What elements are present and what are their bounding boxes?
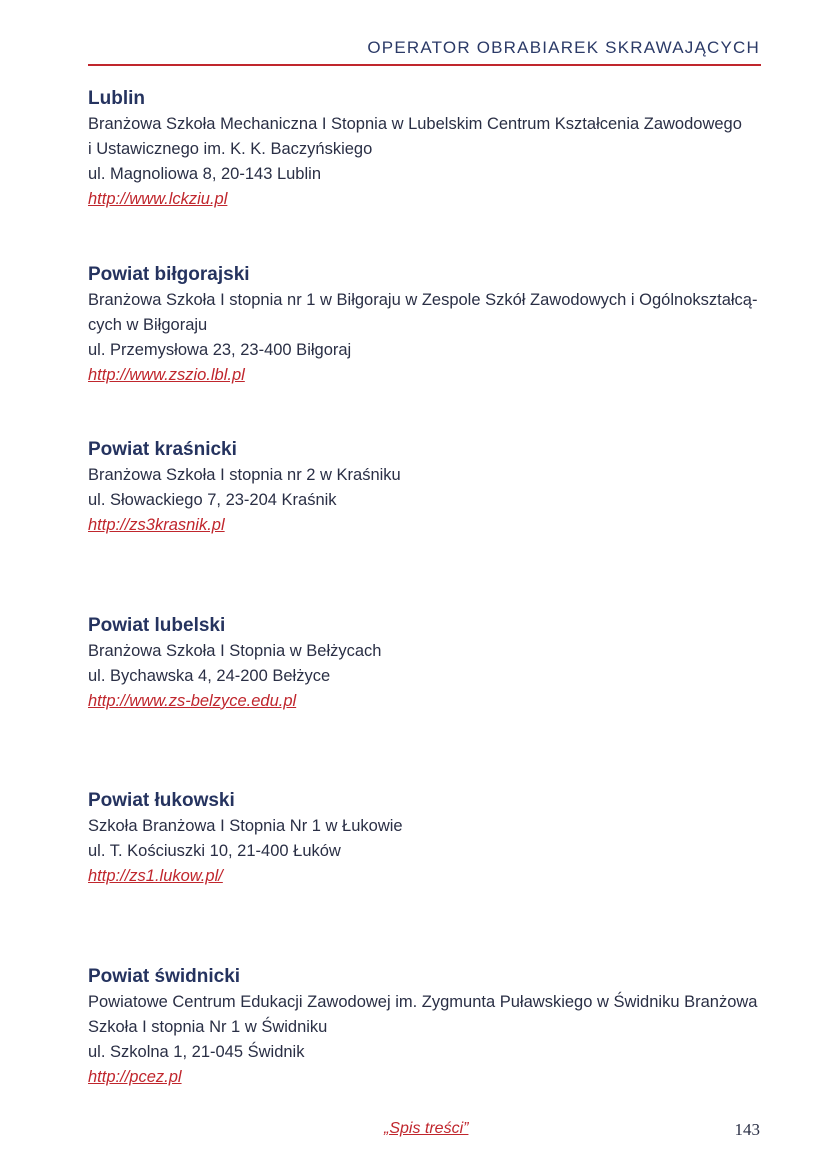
running-header-title: OPERATOR OBRABIAREK SKRAWAJĄCYCH	[367, 38, 760, 57]
school-name-line: Powiatowe Centrum Edukacji Zawodowej im. Zygmunta Puławskiego w Świdniku Branżowa	[88, 992, 758, 1011]
school-name-line: Branżowa Szkoła I Stopnia w Bełżycach	[88, 641, 382, 660]
school-address: ul. Przemysłowa 23, 23-400 Biłgoraj	[88, 340, 352, 359]
entry-heading: Powiat biłgorajski	[88, 263, 250, 285]
school-address: ul. Słowackiego 7, 23-204 Kraśnik	[88, 491, 337, 509]
school-website-link[interactable]: http://zs3krasnik.pl	[88, 516, 225, 534]
entry-heading: Lublin	[88, 88, 145, 109]
school-name-line: i Ustawicznego im. K. K. Baczyńskiego	[88, 140, 373, 158]
school-website-link[interactable]: http://www.lckziu.pl	[88, 190, 228, 208]
school-entry-lublin	[88, 86, 768, 262]
school-name-line: Szkoła Branżowa I Stopnia Nr 1 w Łukowie	[88, 817, 403, 835]
school-entry-bilgorajski	[88, 262, 768, 438]
school-address: ul. Magnoliowa 8, 20-143 Lublin	[88, 165, 321, 183]
school-entry-lukowski	[88, 788, 768, 964]
school-address: ul. T. Kościuszki 10, 21-400 Łuków	[88, 842, 341, 860]
school-entry-lubelski	[88, 613, 768, 789]
page-number: 143	[734, 1120, 760, 1139]
school-name-line: cych w Biłgoraju	[88, 315, 208, 334]
entry-heading: Powiat lubelski	[88, 614, 226, 636]
school-name-line: Branżowa Szkoła Mechaniczna I Stopnia w Lubelskim Centrum Kształcenia Zawodowego	[88, 115, 742, 133]
header-divider	[88, 64, 761, 66]
school-address: ul. Szkolna 1, 21-045 Świdnik	[88, 1042, 305, 1061]
school-website-link[interactable]: http://zs1.lukow.pl/	[88, 867, 223, 885]
entry-heading: Powiat kraśnicki	[88, 439, 237, 460]
entry-heading: Powiat łukowski	[88, 790, 235, 811]
school-website-link[interactable]: http://www.zs-belzyce.edu.pl	[88, 691, 297, 710]
school-address: ul. Bychawska 4, 24-200 Bełżyce	[88, 666, 331, 685]
school-website-link[interactable]: http://www.zszio.lbl.pl	[88, 365, 245, 384]
school-name-line: Szkoła I stopnia Nr 1 w Świdniku	[88, 1017, 328, 1036]
entry-heading: Powiat świdnicki	[88, 965, 241, 987]
school-entry-krasnicki	[88, 437, 768, 613]
school-entry-swidnicki	[88, 964, 768, 1140]
school-website-link[interactable]: http://pcez.pl	[88, 1067, 182, 1086]
table-of-contents-link[interactable]: „Spis treści”	[384, 1120, 469, 1137]
school-name-line: Branżowa Szkoła I stopnia nr 2 w Kraśniku	[88, 466, 401, 484]
school-list	[88, 86, 768, 1139]
school-name-line: Branżowa Szkoła I stopnia nr 1 w Biłgoraju w Zespole Szkół Zawodowych i Ogólnokształcą-	[88, 290, 758, 309]
